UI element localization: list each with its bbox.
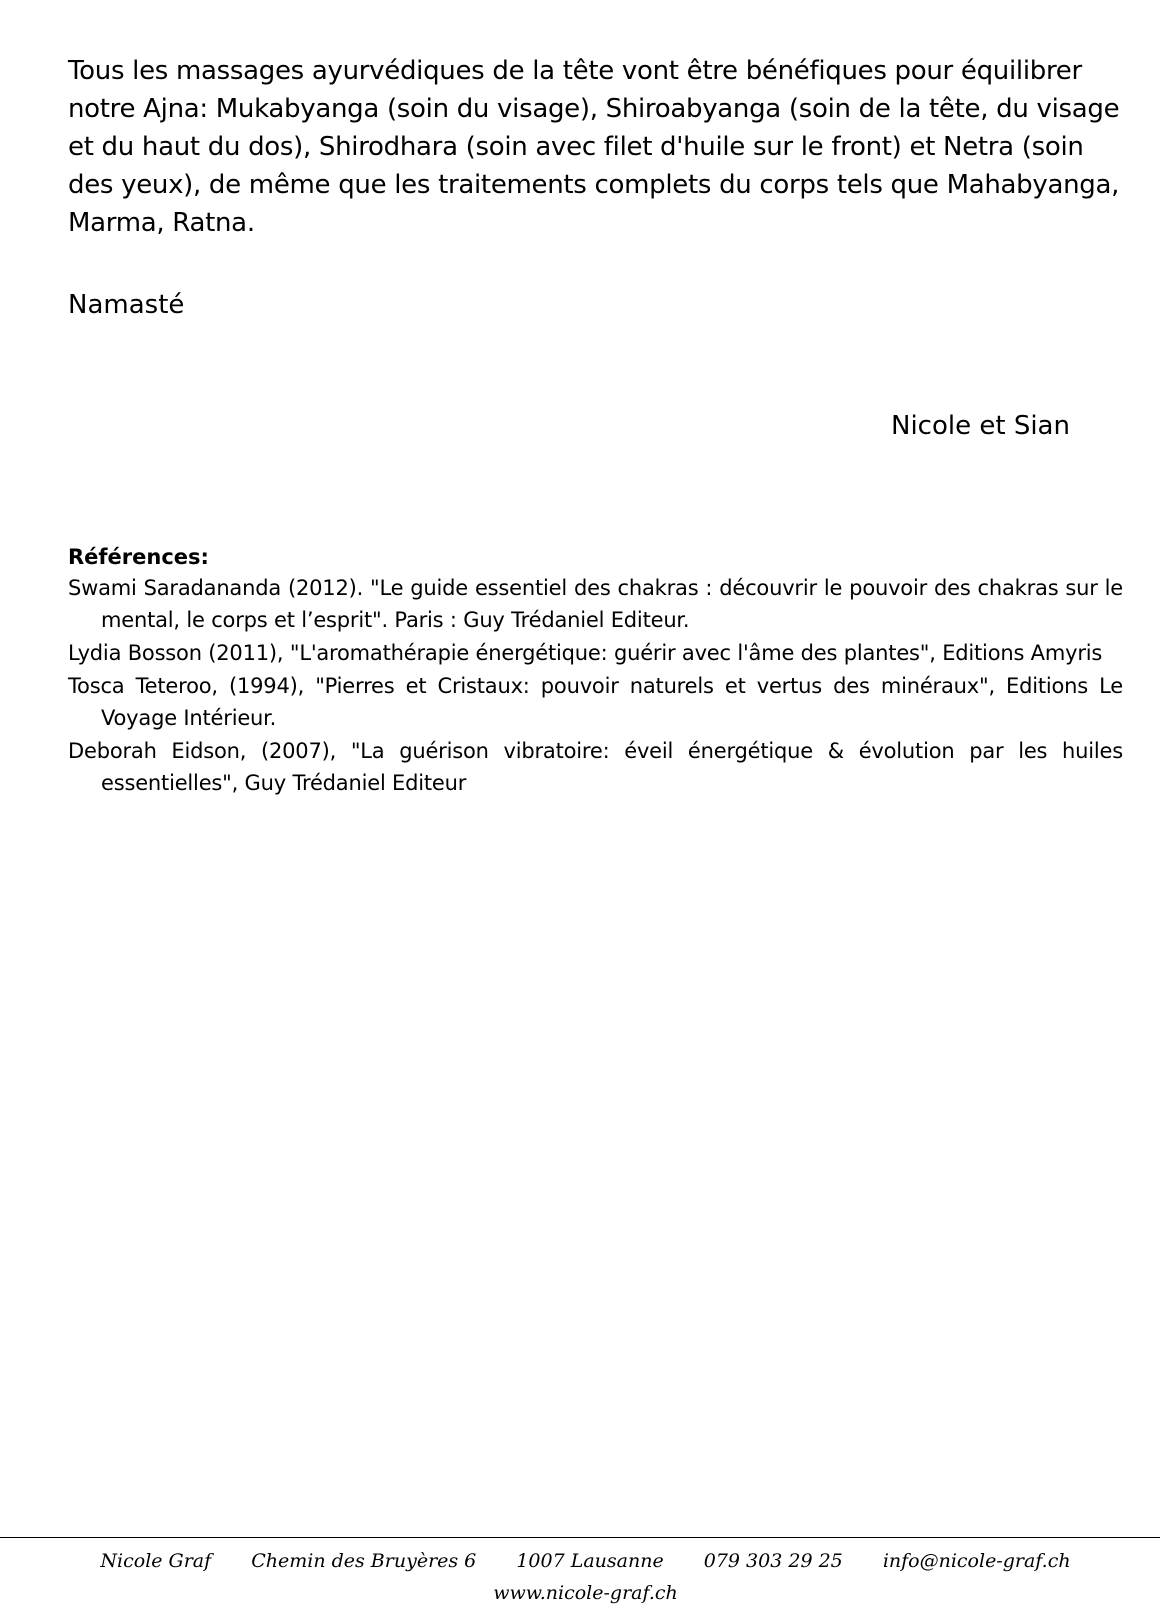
footer-email[interactable]: info@nicole-graf.ch: [882, 1550, 1071, 1572]
references-heading: Références:: [68, 545, 209, 569]
reference-item: Lydia Bosson (2011), "L'aromathérapie énergétique: guérir avec l'âme des plantes", Editions Amyris: [68, 641, 1103, 665]
footer-name: Nicole Graf: [100, 1550, 212, 1572]
footer-contact-row: [0, 1545, 1171, 1577]
footer-website-row: [0, 1577, 1171, 1609]
page-footer: [0, 1545, 1171, 1609]
greeting: Namasté: [68, 290, 185, 320]
footer-phone: 079 303 29 25: [703, 1550, 843, 1572]
footer-city: 1007 Lausanne: [516, 1550, 664, 1572]
signature: Nicole et Sian: [891, 411, 1070, 441]
reference-item: Swami Saradananda (2012). "Le guide essentiel des chakras : découvrir le pouvoir des chakras sur le mental, le corps et l’esprit". Paris : Guy Trédaniel Editeur.: [68, 576, 1123, 632]
reference-item: Tosca Teteroo, (1994), "Pierres et Cristaux: pouvoir naturels et vertus des minéraux", Editions Le Voyage Intérieur.: [68, 674, 1123, 730]
references-list: [68, 572, 1123, 800]
footer-divider: [0, 1537, 1160, 1538]
intro-paragraph: Tous les massages ayurvédiques de la tête vont être bénéfiques pour équilibrer notre Ajna: Mukabyanga (soin du visage), Shiroabyanga (soin de la tête, du visage et du haut du dos), Shirodhara (soin avec filet d'huile sur le front) et Netra (soin des yeux), de même que les traitements complets du corps tels que Mahabyanga, Marma, Ratna.: [68, 56, 1120, 238]
footer-website[interactable]: www.nicole-graf.ch: [493, 1582, 678, 1604]
footer-street: Chemin des Bruyères 6: [251, 1550, 477, 1572]
reference-item: Deborah Eidson, (2007), "La guérison vibratoire: éveil énergétique & évolution par les huiles essentielles", Guy Trédaniel Editeur: [68, 739, 1123, 795]
